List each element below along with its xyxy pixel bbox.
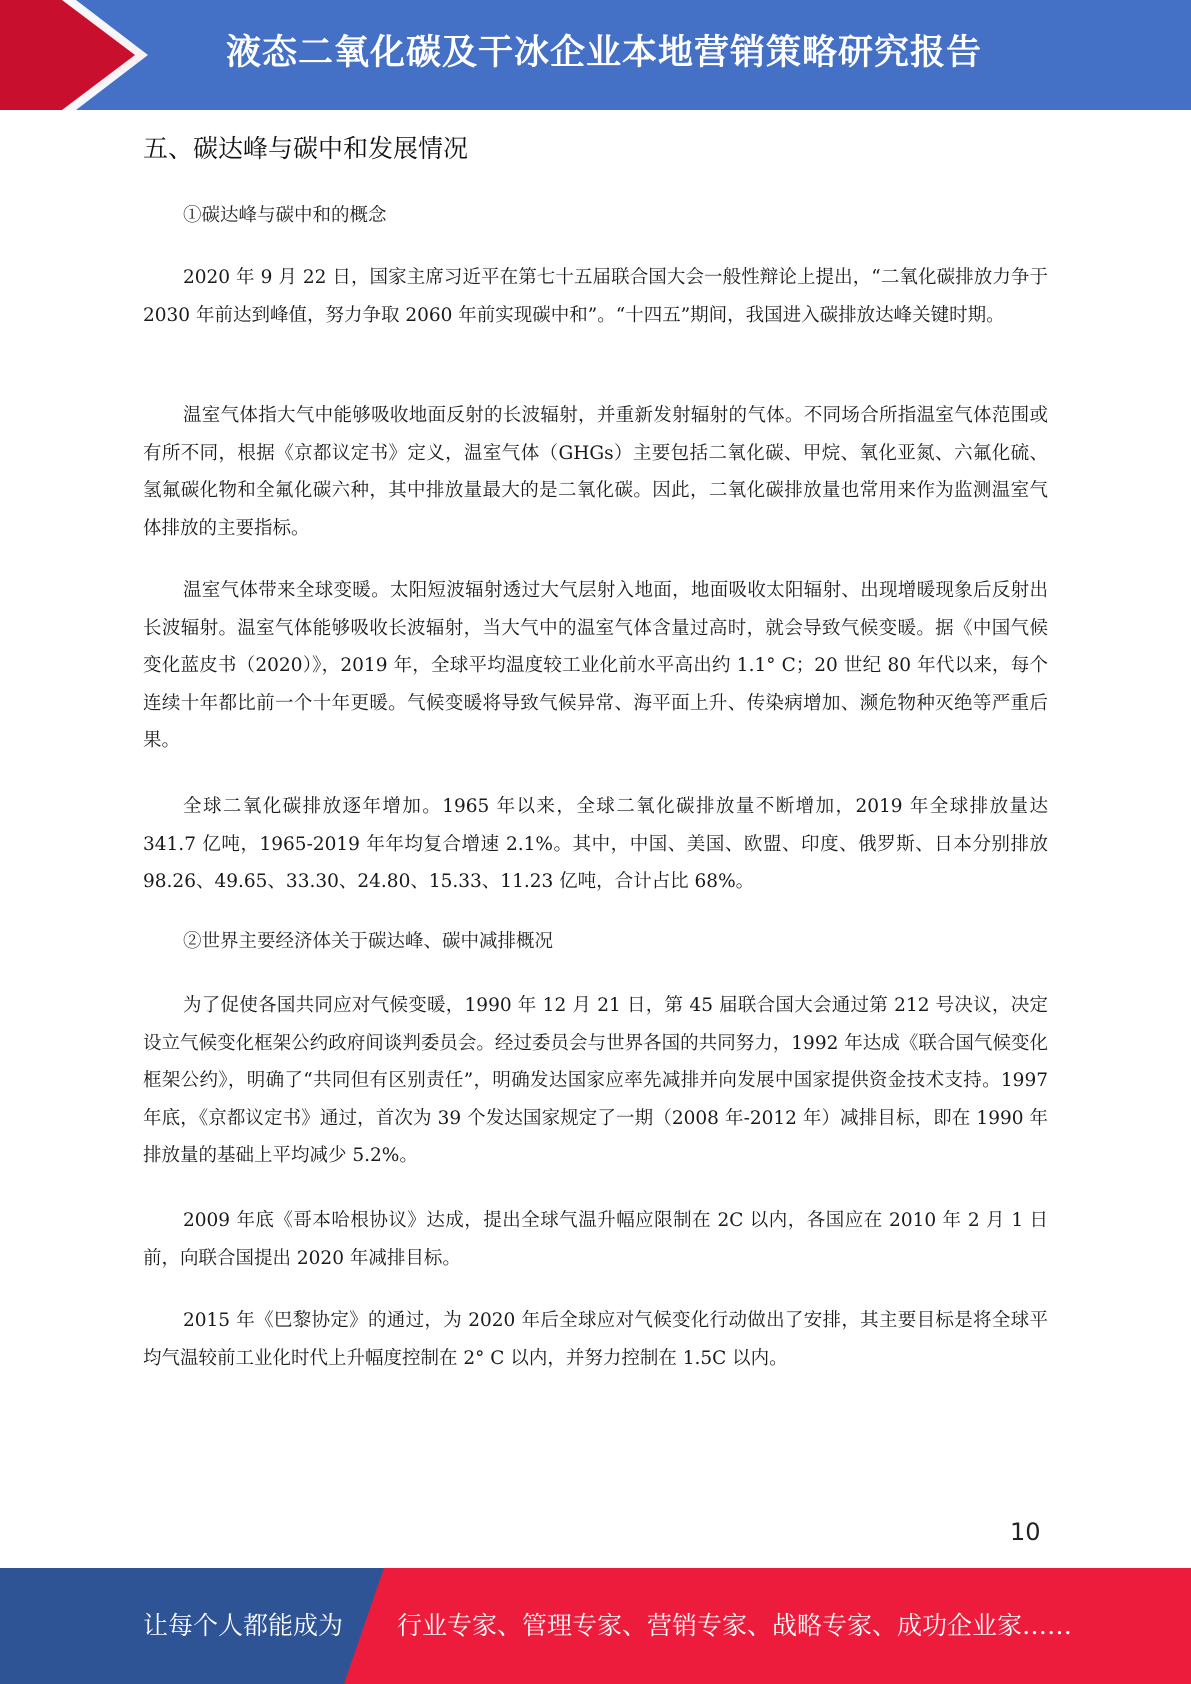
paragraph-1: 2020 年 9 月 22 日，国家主席习近平在第七十五届联合国大会一般性辩论上提出，“二氧化碳排放力争于 2030 年前达到峰值，努力争取 2060 年前实现碳中和”。“十四五”期间，我国进入碳排放达峰关键时期。 [143,267,1048,326]
paragraph-5: 为了促使各国共同应对气候变暖，1990 年 12 月 21 日，第 45 届联合国大会通过第 212 号决议，决定设立气候变化框架公约政府间谈判委员会。经过委员会与世界各国的共同努力，1992 年达成《联合国气候变化框架公约》，明确了“共同但有区别责任”，明确发达国家应率先减排并向发展中国家提供资金技术支持。1997 年底，《京都议定书》通过，首次为 39 个发达国家规定了一期（2008 年-2012 年）减排目标，即在 1990 年排放量的基础上平均减少 5.2%。 [143,995,1048,1166]
report-title: 液态二氧化碳及干冰企业本地营销策略研究报告 [226,33,983,73]
footer-slogan-right: 行业专家、管理专家、营销专家、战略专家、成功企业家…… [397,1611,1073,1640]
paragraph-6: 2009 年底《哥本哈根协议》达成，提出全球气温升幅应限制在 2C 以内，各国应在 2010 年 2 月 1 日前，向联合国提出 2020 年减排目标。 [143,1210,1048,1269]
page-header [0,0,1191,110]
page-footer [0,1568,1191,1684]
page-number: 10 [1010,1518,1041,1546]
sub-heading-concept: ①碳达峰与碳中和的概念 [183,205,387,226]
paragraph-4: 全球二氧化碳排放逐年增加。1965 年以来，全球二氧化碳排放量不断增加，2019 年全球排放量达 341.7 亿吨，1965-2019 年年均复合增速 2.1%。其中，中国、美国、欧盟、印度、俄罗斯、日本分别排放 98.26、49.65、33.30、24.80、15.33、11.23 亿吨，合计占比 68%。 [143,796,1048,892]
section-heading: 五、碳达峰与碳中和发展情况 [143,134,469,163]
footer-slogan-left: 让每个人都能成为 [143,1611,344,1640]
paragraph-2: 温室气体指大气中能够吸收地面反射的长波辐射，并重新发射辐射的气体。不同场合所指温室气体范围或有所不同，根据《京都议定书》定义，温室气体（GHGs）主要包括二氧化碳、甲烷、氧化亚氮、六氟化硫、氢氟碳化物和全氟化碳六种，其中排放量最大的是二氧化碳。因此，二氧化碳排放量也常用来作为监测温室气体排放的主要指标。 [143,405,1048,539]
paragraph-3: 温室气体带来全球变暖。太阳短波辐射透过大气层射入地面，地面吸收太阳辐射、出现增暖现象后反射出长波辐射。温室气体能够吸收长波辐射，当大气中的温室气体含量过高时，就会导致气候变暖。据《中国气候变化蓝皮书（2020）》，2019 年，全球平均温度较工业化前水平高出约 1.1° C；20 世纪 80 年代以来，每个连续十年都比前一个十年更暖。气候变暖将导致气候异常、海平面上升、传染病增加、濒危物种灭绝等严重后果。 [143,580,1048,751]
header-chevron-icon [0,0,160,110]
paragraph-7: 2015 年《巴黎协定》的通过，为 2020 年后全球应对气候变化行动做出了安排，其主要目标是将全球平均气温较前工业化时代上升幅度控制在 2° C 以内，并努力控制在 1.5C 以内。 [143,1310,1048,1369]
sub-heading-economies: ②世界主要经济体关于碳达峰、碳中减排概况 [183,931,554,952]
